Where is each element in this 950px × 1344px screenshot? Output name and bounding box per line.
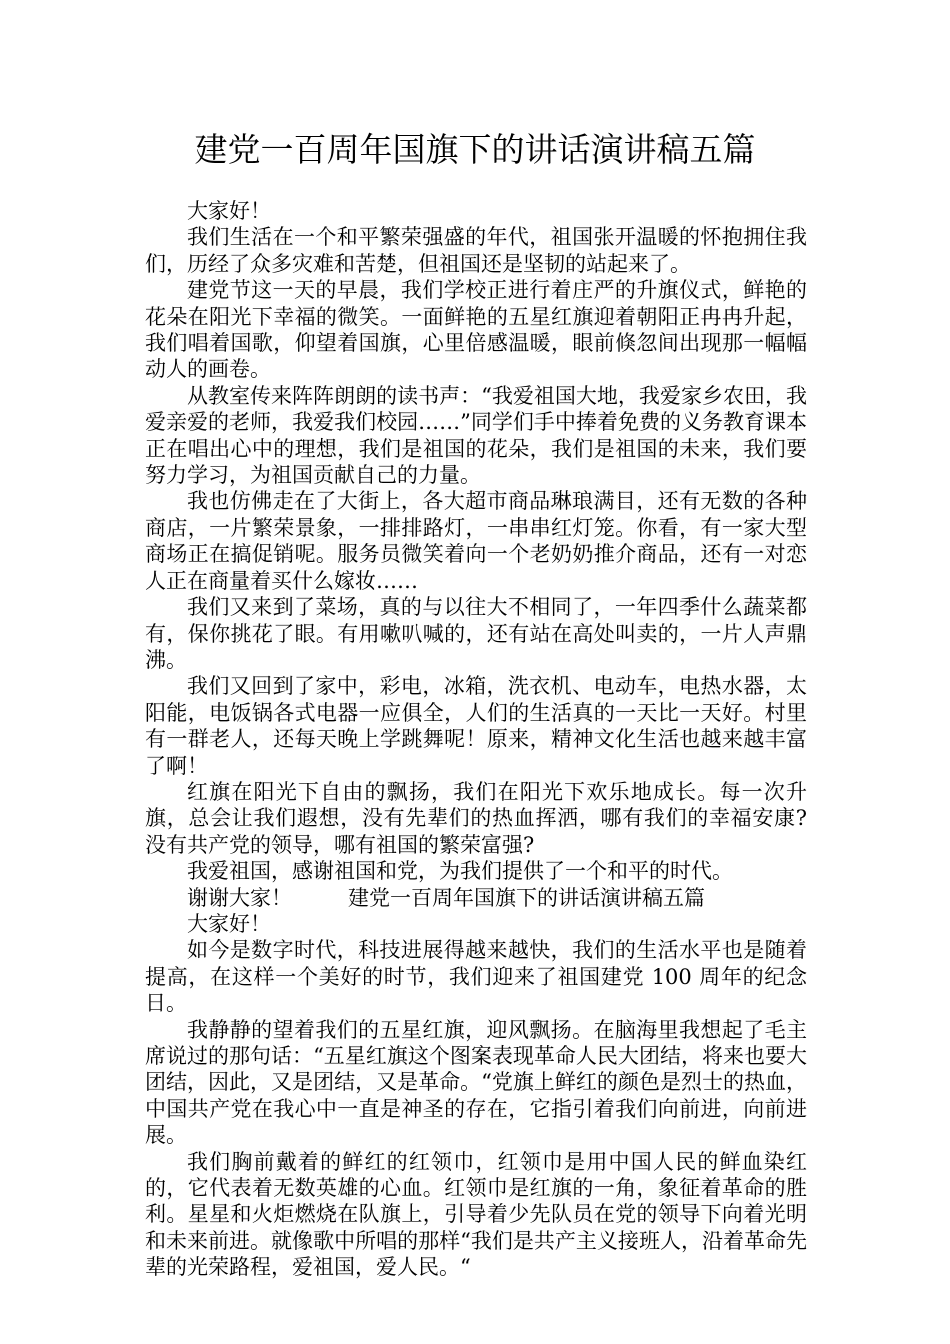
document-title: 建党一百周年国旗下的讲话演讲稿五篇: [194, 130, 756, 169]
inline-section-title: 建党一百周年国旗下的讲话演讲稿五篇: [348, 885, 705, 910]
paragraph: 我也仿佛走在了大街上，各大超市商品琳琅满目，还有无数的各种商店，一片繁荣景象，一排排路灯，一串串红灯笼。你看，有一家大型商场正在搞促销呢。服务员微笑着向一个老奶奶推介商品，还有一对恋人正在商量着买什么嫁妆……: [145, 489, 807, 593]
paragraph: 红旗在阳光下自由的飘扬，我们在阳光下欢乐地成长。每一次升旗，总会让我们遐想，没有先辈们的热血挥洒，哪有我们的幸福安康?没有共产党的领导，哪有祖国的繁荣富强?: [145, 779, 807, 857]
paragraph: 如今是数字时代，科技进展得越来越快，我们的生活水平也是随着提高，在这样一个美好的时节，我们迎来了祖国建党 100 周年的纪念日。: [145, 938, 807, 1016]
paragraph: 从教室传来阵阵朗朗的读书声：“我爱祖国大地，我爱家乡农田，我爱亲爱的老师，我爱我们校园……”同学们手中捧着免费的义务教育课本正在唱出心中的理想，我们是祖国的花朵，我们是祖国的未来，我们要努力学习，为祖国贡献自己的力量。: [145, 383, 807, 488]
paragraph: 我们又回到了家中，彩电，冰箱，洗衣机、电动车，电热水器，太阳能，电饭锅各式电器一应俱全，人们的生活真的一天比一天好。村里有一群老人，还每天晚上学跳舞呢！原来，精神文化生活也越来越丰富了啊！: [145, 674, 807, 778]
closing-line: [145, 885, 807, 911]
paragraph: 建党节这一天的早晨，我们学校正进行着庄严的升旗仪式，鲜艳的花朵在阳光下幸福的微笑。一面鲜艳的五星红旗迎着朝阳正冉冉升起，我们唱着国歌，仰望着国旗，心里倍感温暖，眼前倏忽间出现那一幅幅动人的画卷。: [145, 278, 807, 382]
paragraph: 我们生活在一个和平繁荣强盛的年代，祖国张开温暖的怀抱拥住我们，历经了众多灾难和苦楚，但祖国还是坚韧的站起来了。: [145, 225, 807, 276]
paragraph: 我爱祖国，感谢祖国和党，为我们提供了一个和平的时代。: [187, 859, 733, 884]
closing-text: 谢谢大家！: [187, 885, 292, 910]
paragraph: 我们胸前戴着的鲜红的红领巾，红领巾是用中国人民的鲜血染红的，它代表着无数英雄的心血。红领巾是红旗的一角，象征着革命的胜利。星星和火炬燃烧在队旗上，引导着少先队员在党的领导下向着光明和未来前进。就像歌中所唱的那样“我们是共产主义接班人，沿着革命先辈的光荣路程，爱祖国，爱人民。“: [145, 1149, 807, 1280]
paragraph: 我静静的望着我们的五星红旗，迎风飘扬。在脑海里我想起了毛主席说过的那句话：“五星红旗这个图案表现革命人民大团结，将来也要大团结，因此，又是团结，又是革命。“党旗上鲜红的颜色是烈士的热血，中国共产党在我心中一直是神圣的存在，它指引着我们向前进，向前进展。: [145, 1017, 807, 1148]
document-body: [145, 198, 807, 1281]
paragraph: 大家好！: [187, 911, 271, 936]
paragraph: 大家好！: [187, 199, 271, 223]
paragraph: 我们又来到了菜场，真的与以往大不相同了，一年四季什么蔬菜都有，保你挑花了眼。有用嗽叭喊的，还有站在高处叫卖的，一片人声鼎沸。: [145, 595, 807, 672]
